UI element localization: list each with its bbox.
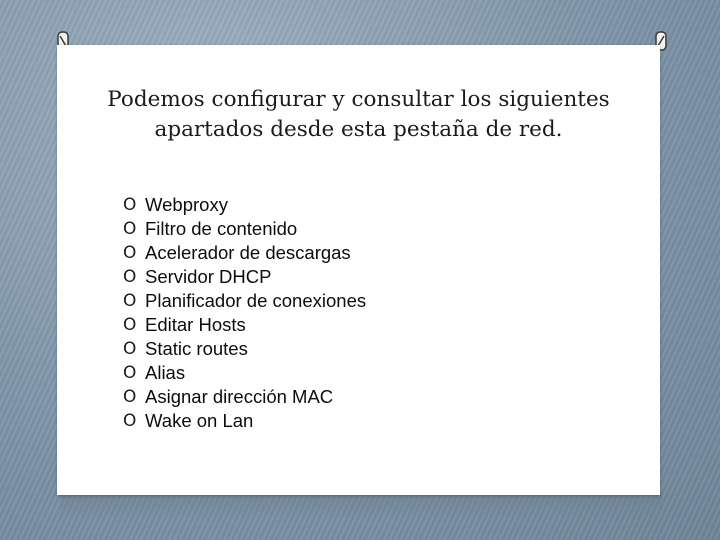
bullet-icon: O xyxy=(123,363,137,383)
list-item-label: Wake on Lan xyxy=(145,410,254,431)
bullet-icon: O xyxy=(123,339,137,359)
bullet-icon: O xyxy=(123,411,137,431)
bullet-icon: O xyxy=(123,387,137,407)
list-item xyxy=(123,361,366,385)
bullet-icon: O xyxy=(123,267,137,287)
slide-title-line: apartados desde esta pestaña de red. xyxy=(154,117,563,142)
list-item xyxy=(123,289,366,313)
list-item xyxy=(123,265,366,289)
list-item xyxy=(123,193,366,217)
list-item xyxy=(123,241,366,265)
list-item-label: Static routes xyxy=(145,338,248,359)
list-item-label: Asignar dirección MAC xyxy=(145,386,334,407)
bullet-icon: O xyxy=(123,243,137,263)
slide-card xyxy=(57,45,660,495)
list-item xyxy=(123,409,366,433)
list-item-label: Filtro de contenido xyxy=(145,218,298,239)
list-item-label: Acelerador de descargas xyxy=(145,242,351,263)
list-item-label: Alias xyxy=(145,362,186,383)
slide-title xyxy=(57,85,660,145)
bullet-list xyxy=(123,193,366,433)
slide-title-line: Podemos configurar y consultar los siguientes xyxy=(107,87,610,112)
bullet-icon: O xyxy=(123,195,137,215)
bullet-icon: O xyxy=(123,291,137,311)
list-item xyxy=(123,313,366,337)
card-shadow xyxy=(60,492,663,520)
list-item xyxy=(123,385,366,409)
list-item xyxy=(123,217,366,241)
list-item-label: Webproxy xyxy=(145,194,228,215)
bullet-icon: O xyxy=(123,219,137,239)
list-item-label: Editar Hosts xyxy=(145,314,246,335)
list-item xyxy=(123,337,366,361)
list-item-label: Servidor DHCP xyxy=(145,266,272,287)
bullet-icon: O xyxy=(123,315,137,335)
list-item-label: Planificador de conexiones xyxy=(145,290,367,311)
